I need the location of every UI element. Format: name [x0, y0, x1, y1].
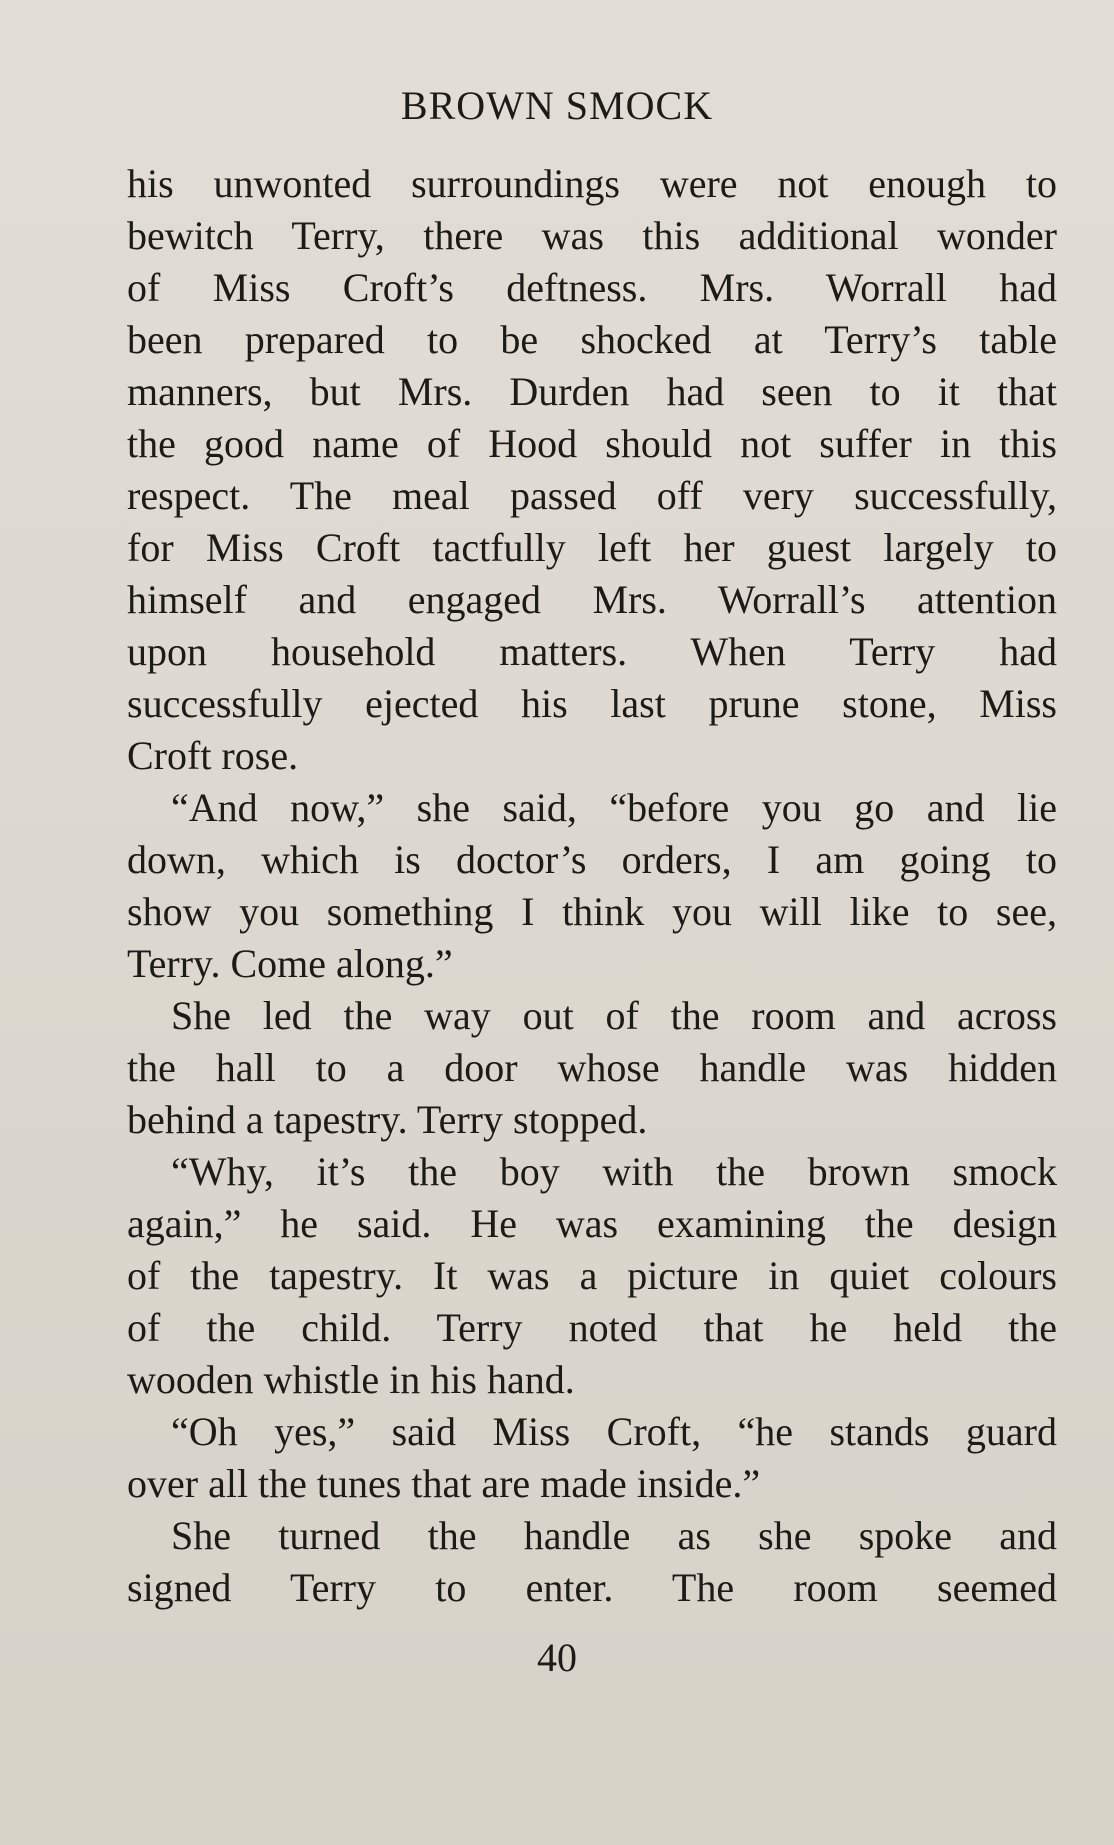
- text-line: of Miss Croft’s deftness. Mrs. Worrall had: [127, 265, 1057, 310]
- text-line: Croft rose.: [127, 733, 299, 778]
- text-line: over all the tunes that are made inside.”: [127, 1461, 761, 1506]
- page-number: 40: [537, 1635, 577, 1680]
- text-line: his unwonted surroundings were not enough to: [127, 161, 1057, 206]
- text-line: himself and engaged Mrs. Worrall’s attention: [127, 577, 1057, 622]
- text-line: show you something I think you will like to see,: [127, 889, 1057, 934]
- text-line: bewitch Terry, there was this additional wonder: [127, 213, 1057, 258]
- text-line: of the child. Terry noted that he held the: [127, 1305, 1057, 1350]
- text-line: She led the way out of the room and across: [171, 993, 1057, 1038]
- text-line: successfully ejected his last prune stone, Miss: [127, 681, 1057, 726]
- text-line: Terry. Come along.”: [127, 941, 453, 986]
- text-line: down, which is doctor’s orders, I am going to: [127, 837, 1057, 882]
- text-line: “And now,” she said, “before you go and lie: [171, 785, 1057, 830]
- text-line: again,” he said. He was examining the design: [127, 1201, 1057, 1246]
- text-line: manners, but Mrs. Durden had seen to it that: [127, 369, 1057, 414]
- text-line: been prepared to be shocked at Terry’s table: [127, 317, 1057, 362]
- text-line: wooden whistle in his hand.: [127, 1357, 575, 1402]
- text-line: the good name of Hood should not suffer in this: [127, 421, 1057, 466]
- text-line: for Miss Croft tactfully left her guest largely to: [127, 525, 1057, 570]
- text-line: She turned the handle as she spoke and: [171, 1513, 1057, 1558]
- text-line: “Why, it’s the boy with the brown smock: [171, 1149, 1057, 1194]
- running-head-title: BROWN SMOCK: [400, 83, 714, 128]
- text-line: signed Terry to enter. The room seemed: [127, 1565, 1057, 1610]
- text-line: “Oh yes,” said Miss Croft, “he stands guard: [171, 1409, 1057, 1454]
- body-text: [127, 158, 1057, 1614]
- text-line: of the tapestry. It was a picture in quiet colours: [127, 1253, 1057, 1298]
- text-line: behind a tapestry. Terry stopped.: [127, 1097, 648, 1142]
- text-line: the hall to a door whose handle was hidden: [127, 1045, 1057, 1090]
- text-line: respect. The meal passed off very successfully,: [127, 473, 1057, 518]
- text-line: upon household matters. When Terry had: [127, 629, 1057, 674]
